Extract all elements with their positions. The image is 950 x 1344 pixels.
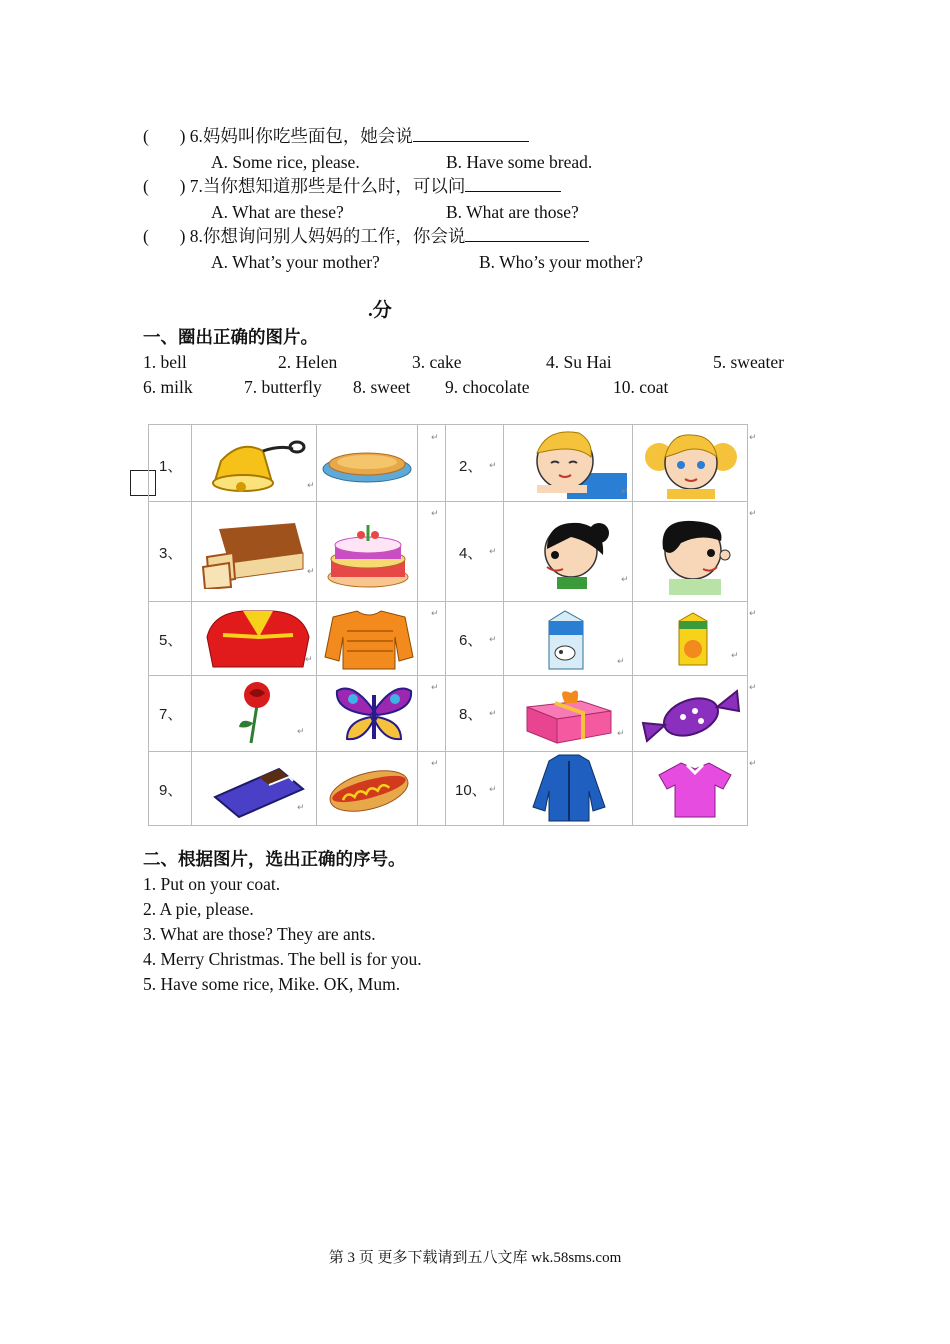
word-1: 1. bell	[143, 352, 187, 372]
cake-icon[interactable]	[325, 519, 411, 591]
grid-number-6: 6、	[459, 632, 483, 649]
word-6: 6. milk	[143, 377, 193, 397]
question-8-option-b: B. Who’s your mother?	[479, 252, 643, 272]
page-footer: 第 3 页 更多下载请到五八文库 wk.58sms.com	[328, 1250, 622, 1266]
gift-box-icon[interactable]	[521, 683, 615, 745]
grid-number-2: 2、	[459, 458, 483, 475]
grid-number-1: 1、	[159, 458, 183, 475]
paren-close: )	[179, 176, 186, 196]
candy-icon[interactable]	[641, 683, 741, 745]
paren-open: (	[143, 176, 149, 196]
section1-title: 一、圈出正确的图片。	[143, 327, 318, 347]
pie-icon[interactable]	[321, 435, 413, 491]
word-9: 9. chocolate	[445, 377, 530, 397]
paren-open: (	[143, 226, 149, 246]
word-4: 4. Su Hai	[546, 352, 612, 372]
grid-number-9: 9、	[159, 782, 183, 799]
milk-box-icon[interactable]	[541, 607, 591, 673]
answer-blank[interactable]	[465, 175, 561, 192]
coat-blue-icon[interactable]	[529, 751, 609, 823]
sentence-3: 3. What are those? They are ants.	[143, 924, 376, 944]
question-6-option-a: A. Some rice, please.	[211, 152, 360, 172]
sentence-2: 2. A pie, please.	[143, 899, 254, 919]
word-3: 3. cake	[412, 352, 462, 372]
grid-number-10: 10、	[455, 782, 487, 799]
paren-close: )	[179, 126, 186, 146]
question-prompt: 7.当你想知道那些是什么时，可以问	[189, 176, 466, 196]
coat-red-icon[interactable]	[203, 607, 313, 671]
butterfly-icon[interactable]	[333, 681, 415, 745]
girl-side-icon[interactable]	[513, 515, 621, 595]
hotdog-icon[interactable]	[325, 761, 413, 817]
picture-grid: 1、 2、 3、 4、 5、 6、 7、 8、 9、 10、 ↵ ↵ ↵ ↵ ↵ ↵ ↵ ↵ ↵ ↵ ↵ ↵ ↵ ↵ ↵ ↵ ↵ ↵ ↵ ↵ ↵ ↵ ↵ ↵ ↵	[148, 424, 748, 826]
word-10: 10. coat	[613, 377, 669, 397]
rose-icon[interactable]	[235, 679, 279, 745]
grid-number-8: 8、	[459, 706, 483, 723]
word-7: 7. butterfly	[244, 377, 322, 397]
section2-title: 二、根据图片，选出正确的序号。	[143, 849, 406, 869]
grid-number-5: 5、	[159, 632, 183, 649]
answer-blank[interactable]	[465, 225, 589, 242]
sentence-1: 1. Put on your coat.	[143, 874, 281, 894]
word-8: 8. sweet	[353, 377, 411, 397]
paren-close: )	[179, 226, 186, 246]
grid-number-7: 7、	[159, 706, 183, 723]
question-7	[143, 175, 561, 197]
bread-icon[interactable]	[199, 513, 311, 589]
question-prompt: 6.妈妈叫你吃些面包，她会说	[189, 126, 413, 146]
girl-icon[interactable]	[637, 427, 745, 499]
boy-side-icon[interactable]	[641, 515, 745, 597]
question-6	[143, 125, 529, 147]
sentence-4: 4. Merry Christmas. The bell is for you.	[143, 949, 422, 969]
bell-icon[interactable]	[201, 431, 311, 495]
sentence-5: 5. Have some rice, Mike. OK, Mum.	[143, 974, 401, 994]
shirt-icon[interactable]	[657, 759, 733, 819]
word-5: 5. sweater	[713, 352, 784, 372]
chocolate-icon[interactable]	[209, 755, 309, 819]
grid-number-3: 3、	[159, 545, 183, 562]
question-8	[143, 225, 589, 247]
juice-box-icon[interactable]	[673, 611, 713, 667]
grid-number-4: 4、	[459, 545, 483, 562]
question-6-option-b: B. Have some bread.	[446, 152, 593, 172]
answer-blank[interactable]	[413, 125, 529, 142]
question-8-option-a: A. What’s your mother?	[211, 252, 380, 272]
question-7-option-b: B. What are those?	[446, 202, 579, 222]
question-prompt: 8.你想询问别人妈妈的工作，你会说	[189, 226, 466, 246]
paren-open: (	[143, 126, 149, 146]
boy-icon[interactable]	[507, 427, 629, 499]
word-2: 2. Helen	[278, 352, 338, 372]
question-7-option-a: A. What are these?	[211, 202, 344, 222]
sweater-icon[interactable]	[323, 607, 415, 673]
section-mark: .分	[368, 300, 392, 321]
